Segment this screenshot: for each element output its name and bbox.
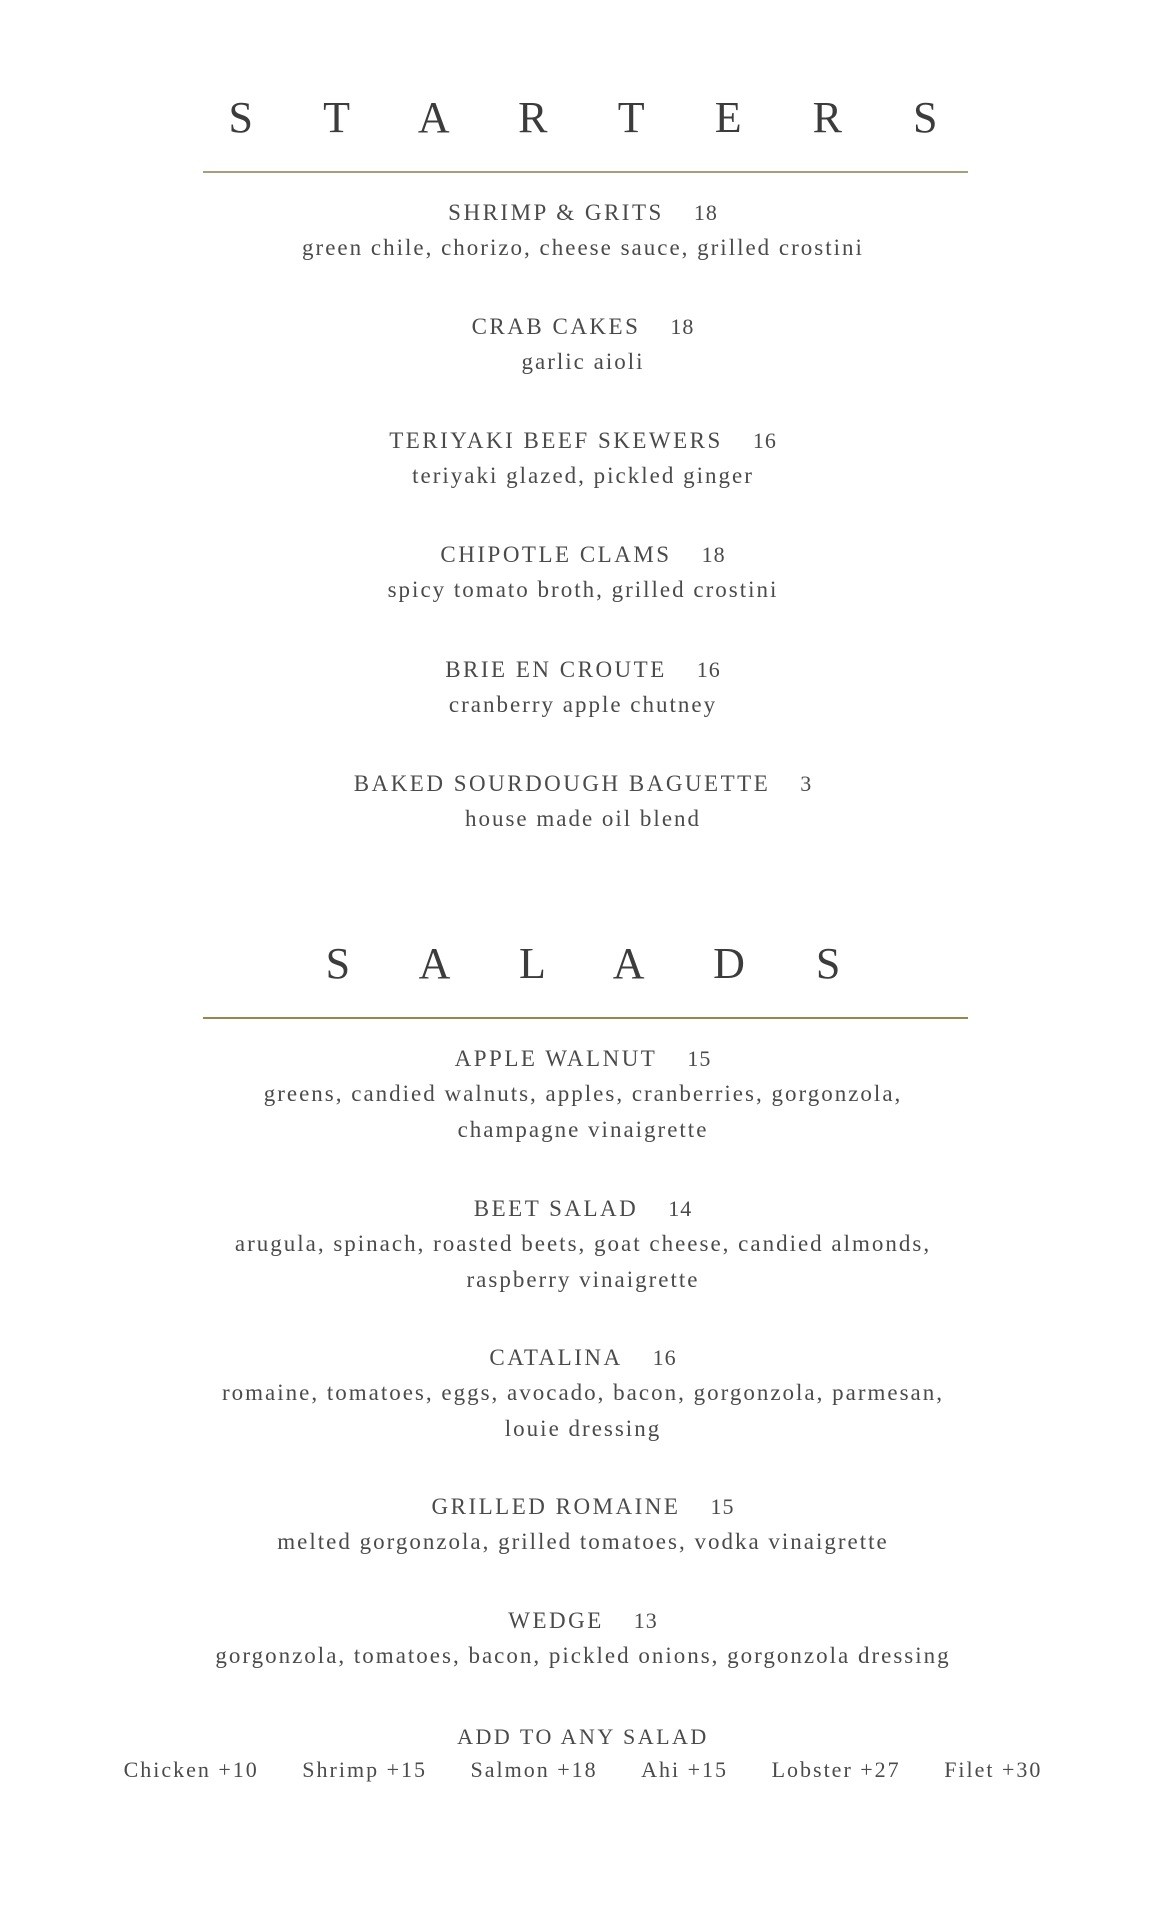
item-name: CRAB CAKES xyxy=(471,314,641,339)
addon-item: Filet +30 xyxy=(944,1757,1043,1782)
addon-item: Lobster +27 xyxy=(771,1757,901,1782)
starters-divider xyxy=(203,171,968,173)
item-name: BEET SALAD xyxy=(473,1196,639,1221)
item-price: 13 xyxy=(633,1608,658,1633)
item-name: CHIPOTLE CLAMS xyxy=(440,542,672,567)
item-name: BAKED SOURDOUGH BAGUETTE xyxy=(353,771,771,796)
menu-item xyxy=(0,196,1166,266)
item-name: SHRIMP & GRITS xyxy=(448,200,664,225)
item-description: green chile, chorizo, cheese sauce, grilled crostini xyxy=(302,235,864,260)
salads-divider xyxy=(203,1017,968,1019)
menu-item xyxy=(0,653,1166,723)
addon-item: Chicken +10 xyxy=(123,1757,259,1782)
addon-item: Shrimp +15 xyxy=(302,1757,427,1782)
item-description: cranberry apple chutney xyxy=(448,692,718,717)
menu-item xyxy=(0,1192,1166,1298)
menu-item xyxy=(0,310,1166,380)
item-description: teriyaki glazed, pickled ginger xyxy=(412,463,754,488)
addon-item: Salmon +18 xyxy=(470,1757,598,1782)
item-name: APPLE WALNUT xyxy=(454,1046,658,1071)
menu-item xyxy=(0,767,1166,837)
item-description-line2: raspberry vinaigrette xyxy=(466,1267,700,1292)
item-price: 18 xyxy=(693,200,718,225)
menu-item xyxy=(0,1042,1166,1148)
item-name: CATALINA xyxy=(489,1345,623,1370)
menu-item xyxy=(0,424,1166,494)
item-price: 16 xyxy=(752,428,777,453)
item-description: romaine, tomatoes, eggs, avocado, bacon, gorgonzola, parmesan, xyxy=(221,1380,945,1405)
addons-list xyxy=(0,1757,1166,1783)
item-price: 14 xyxy=(668,1196,693,1221)
menu-item xyxy=(0,1490,1166,1560)
item-price: 16 xyxy=(696,657,721,682)
starters-heading: S T A R T E R S xyxy=(228,93,968,142)
item-description: spicy tomato broth, grilled crostini xyxy=(387,577,779,602)
item-description: house made oil blend xyxy=(464,806,702,831)
addon-item: Ahi +15 xyxy=(641,1757,729,1782)
item-description: melted gorgonzola, grilled tomatoes, vodka vinaigrette xyxy=(277,1529,889,1554)
item-description: greens, candied walnuts, apples, cranberries, gorgonzola, xyxy=(263,1081,903,1106)
item-description-line2: louie dressing xyxy=(504,1416,662,1441)
item-name: BRIE EN CROUTE xyxy=(445,657,667,682)
item-description: garlic aioli xyxy=(521,349,645,374)
item-price: 3 xyxy=(800,771,813,796)
item-price: 16 xyxy=(652,1345,677,1370)
menu-item xyxy=(0,1341,1166,1447)
item-price: 15 xyxy=(687,1046,712,1071)
item-description: arugula, spinach, roasted beets, goat cheese, candied almonds, xyxy=(234,1231,932,1256)
item-name: GRILLED ROMAINE xyxy=(431,1494,681,1519)
item-description: gorgonzola, tomatoes, bacon, pickled onions, gorgonzola dressing xyxy=(215,1643,951,1668)
menu-item xyxy=(0,1604,1166,1674)
item-price: 18 xyxy=(670,314,695,339)
item-name: WEDGE xyxy=(508,1608,604,1633)
menu-item xyxy=(0,538,1166,608)
item-price: 15 xyxy=(710,1494,735,1519)
addons-heading: ADD TO ANY SALAD xyxy=(457,1724,709,1749)
item-name: TERIYAKI BEEF SKEWERS xyxy=(389,428,723,453)
salads-heading: S A L A D S xyxy=(325,939,871,988)
item-description-line2: champagne vinaigrette xyxy=(457,1117,709,1142)
item-price: 18 xyxy=(701,542,726,567)
